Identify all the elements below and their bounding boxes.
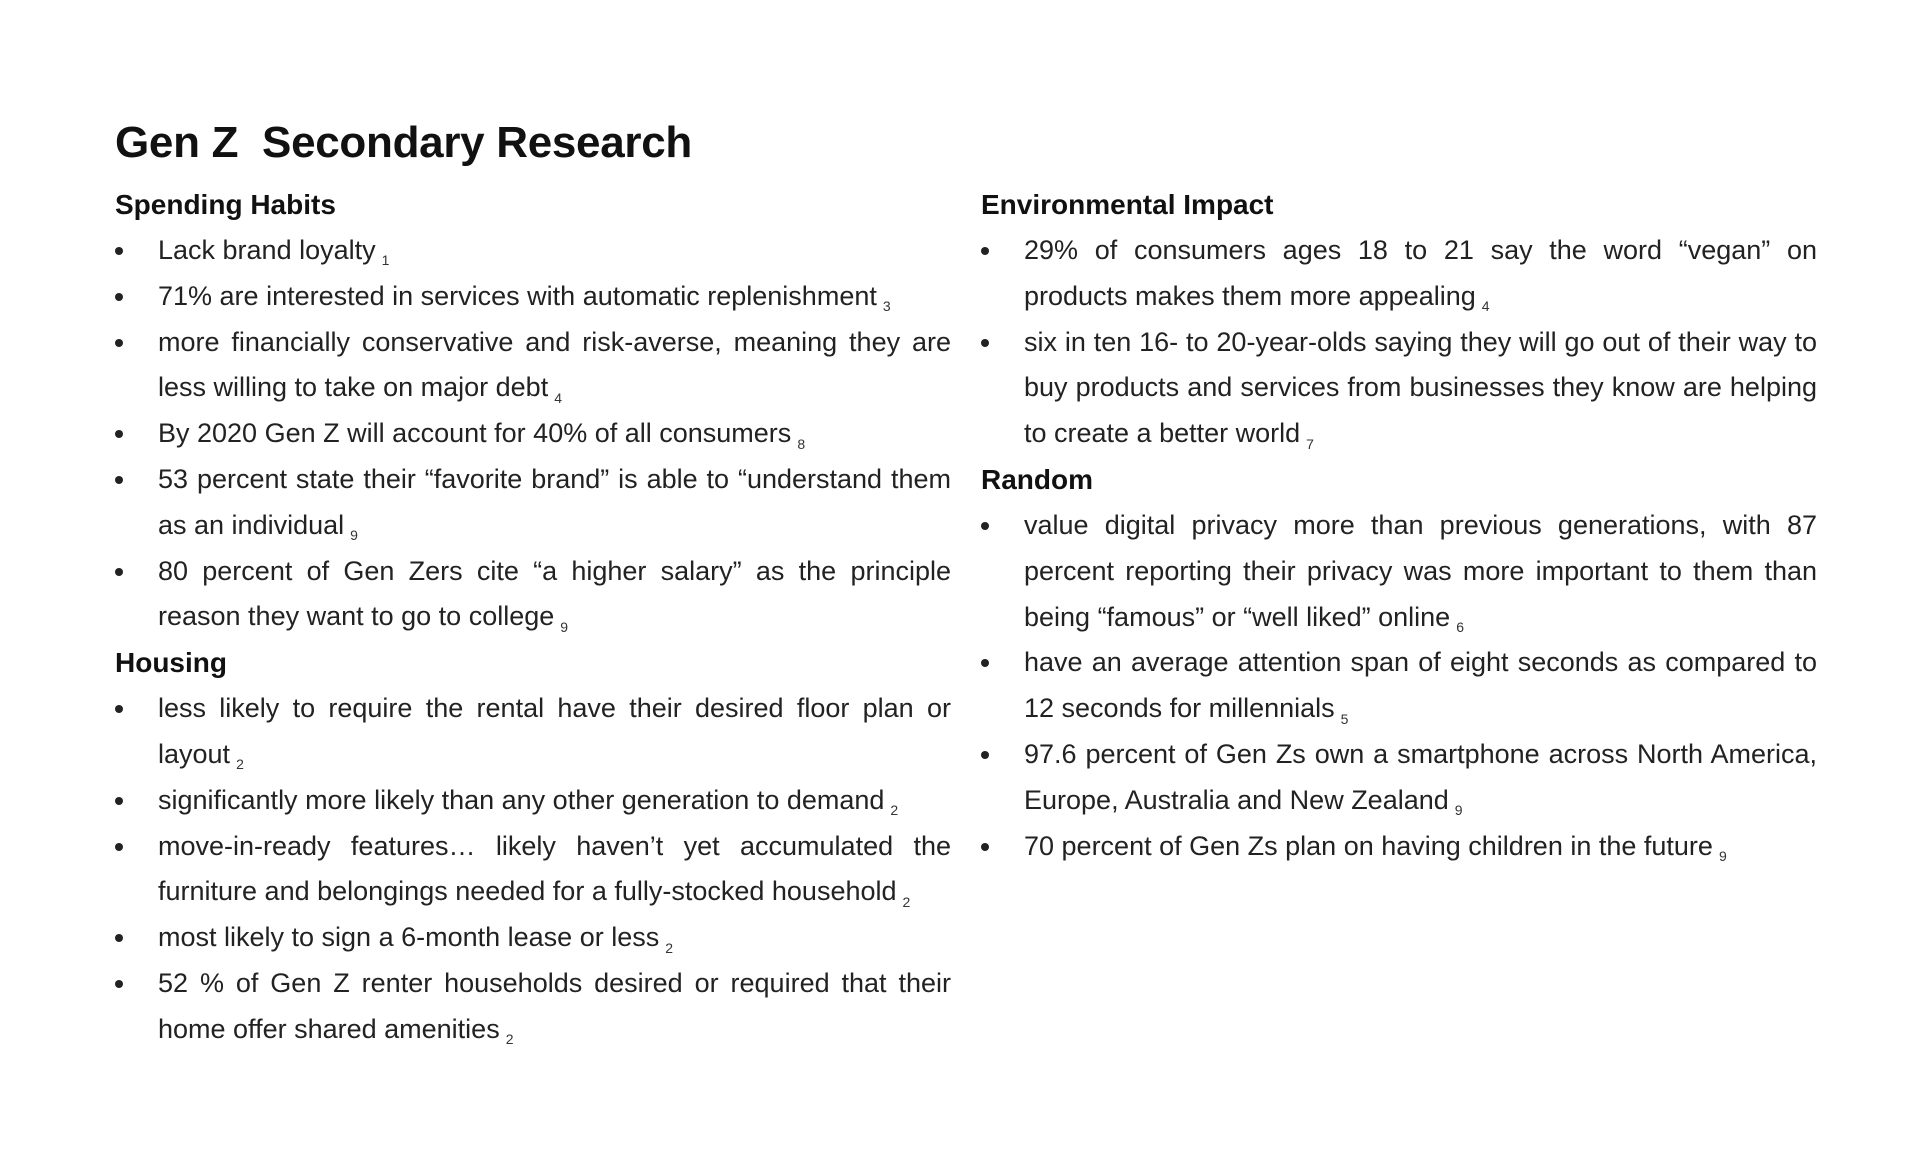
footnote-ref: 2 [665,939,674,956]
list-item-text: 29% of consumers ages 18 to 21 say the word “vegan” on products makes them more appealing [1024,235,1817,311]
footnote-ref: 3 [882,298,891,315]
list-item [981,228,1817,320]
footnote-ref: 9 [1454,802,1463,819]
footnote-ref: 2 [890,802,899,819]
list-item-text: six in ten 16- to 20-year-olds saying they will go out of their way to buy products and services from businesses they know are helping to create a better world [1024,326,1817,449]
bullet-icon [981,843,989,851]
list-item-text: less likely to require the rental have their desired floor plan or layout [158,693,951,769]
bullet-icon [115,980,123,988]
housing-list [115,686,951,1052]
bullet-icon [981,659,989,667]
list-item [115,686,951,778]
footnote-ref: 4 [554,389,562,406]
list-item [115,320,951,412]
page-title: Gen Z Secondary Research [115,118,692,167]
bullet-icon [115,339,123,347]
right-column [981,182,1817,869]
bullet-icon [115,568,123,576]
list-item [115,824,951,916]
list-item-text: 80 percent of Gen Zers cite “a higher salary” as the principle reason they want to go to college [158,555,951,632]
footnote-ref: 2 [236,756,244,773]
bullet-icon [115,293,123,301]
footnote-ref: 6 [1456,618,1464,635]
list-item-text: significantly more likely than any other generation to demand [158,784,885,815]
bullet-icon [981,751,989,759]
bullet-icon [115,797,123,805]
bullet-icon [115,430,123,438]
left-column [115,182,951,1053]
list-item [115,228,951,274]
list-item [981,640,1817,732]
list-item [981,503,1817,640]
list-item [115,961,951,1053]
list-item-text: 52 % of Gen Z renter households desired or required that their home offer shared amenities [158,967,951,1044]
environmental-impact-list [981,228,1817,457]
footnote-ref: 5 [1340,710,1349,727]
footnote-ref: 9 [560,618,569,635]
list-item-text: more financially conservative and risk-averse, meaning they are less willing to take on major debt [158,326,951,403]
list-item-text: most likely to sign a 6-month lease or less [158,922,660,953]
footnote-ref: 9 [1718,847,1727,864]
footnote-ref: 8 [797,435,806,452]
list-item-text: By 2020 Gen Z will account for 40% of all consumers [158,418,792,449]
bullet-icon [115,843,123,851]
section-heading-housing: Housing [115,647,227,679]
bullet-icon [115,476,123,484]
list-item [115,549,951,641]
bullet-icon [981,247,989,255]
list-item-text: Lack brand loyalty [158,235,376,265]
list-item-text: move-in-ready features… likely haven’t yet accumulated the furniture and belongings needed for a fully-stocked household [158,830,951,907]
list-item-text: value digital privacy more than previous generations, with 87 percent reporting their privacy was more important to them than being “famous” or “well liked” online [1024,509,1817,632]
list-item [981,824,1817,870]
footnote-ref: 4 [1481,298,1490,315]
list-item-text: 97.6 percent of Gen Zs own a smartphone across North America, Europe, Australia and New Zealand [1024,738,1817,815]
bullet-icon [981,522,989,530]
list-item [115,915,951,961]
list-item [981,732,1817,824]
bullet-icon [115,705,123,713]
bullet-icon [115,247,123,255]
footnote-ref: 9 [350,527,358,544]
footnote-ref: 7 [1306,435,1314,452]
list-item-text: 70 percent of Gen Zs plan on having children in the future [1024,830,1713,861]
random-list [981,503,1817,869]
section-heading-spending-habits: Spending Habits [115,189,336,220]
footnote-ref: 2 [505,1031,514,1048]
bullet-icon [115,934,123,942]
list-item [981,320,1817,457]
section-heading-random: Random [981,463,1093,495]
list-item [115,274,951,320]
list-item-text: 53 percent state their “favorite brand” is able to “understand them as an individual [158,463,951,540]
footnote-ref: 2 [902,893,911,910]
list-item [115,411,951,457]
bullet-icon [981,339,989,347]
list-item-text: 71% are interested in services with automatic replenishment [158,280,877,311]
footnote-ref: 1 [381,252,390,269]
list-item-text: have an average attention span of eight seconds as compared to 12 seconds for millennials [1024,647,1817,724]
spending-habits-list [115,228,951,640]
list-item [115,778,951,824]
list-item [115,457,951,549]
section-heading-environmental-impact: Environmental Impact [981,189,1274,220]
